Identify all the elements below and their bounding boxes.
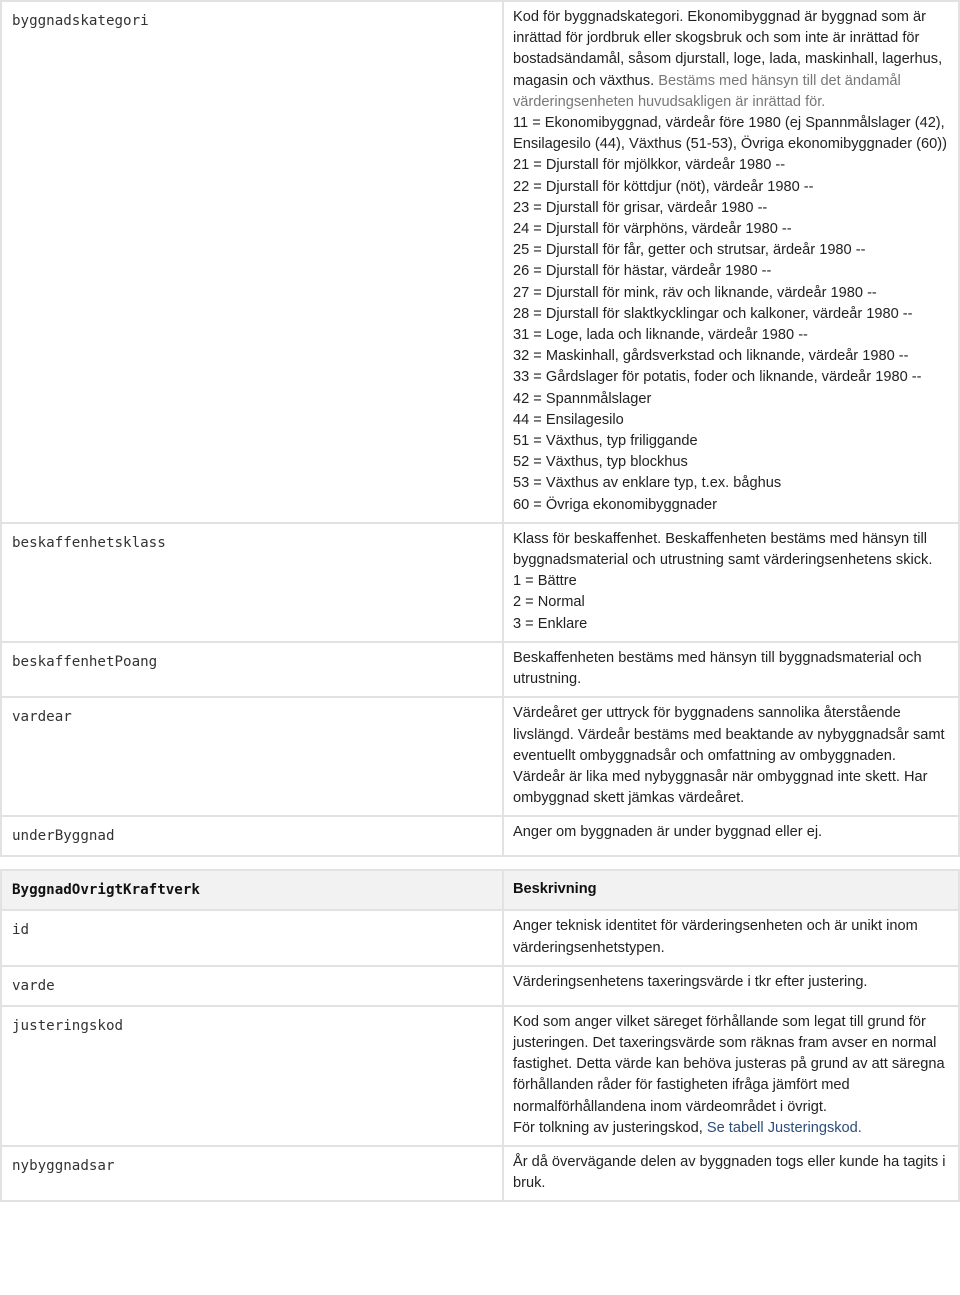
table-row	[1, 816, 959, 856]
code-item: 42 = Spannmålslager	[513, 390, 652, 407]
code-item: 2 = Normal	[513, 594, 585, 611]
table-row	[1, 642, 959, 697]
code-item: 21 = Djurstall för mjölkkor, värdeår 1980 --	[513, 157, 786, 174]
field-name: underByggnad	[1, 816, 503, 856]
code-item: 24 = Djurstall för värphöns, värdeår 1980 --	[513, 221, 792, 238]
description-text: Värderingsenhetens taxeringsvärde i tkr efter justering.	[513, 973, 868, 990]
code-item: 32 = Maskinhall, gårdsverkstad och liknande, värdeår 1980 --	[513, 348, 909, 365]
code-item: 22 = Djurstall för köttdjur (nöt), värdeår 1980 --	[513, 178, 814, 195]
code-item: 27 = Djurstall för mink, räv och liknande, värdeår 1980 --	[513, 284, 877, 301]
code-item: 23 = Djurstall för grisar, värdeår 1980 --	[513, 199, 768, 216]
field-name: beskaffenhetsklass	[1, 523, 503, 642]
table-header-row	[1, 870, 959, 910]
code-item: 33 = Gårdslager för potatis, foder och liknande, värdeår 1980 --	[513, 369, 922, 386]
code-item: 25 = Djurstall för får, getter och strutsar, ärdeår 1980 --	[513, 242, 866, 259]
field-description	[503, 697, 959, 816]
field-name: beskaffenhetPoang	[1, 642, 503, 697]
field-name: vardear	[1, 697, 503, 816]
description-text: Kod för byggnadskategori. Ekonomibyggnad är byggnad som är inrättad för jordbruk eller skogsbruk och som inte är inrättad för bostadsändamål, såsom djurstall, loge, lada, maskinhall, lagerhus, magasin och växthus.	[513, 9, 943, 89]
description-text: Anger teknisk identitet för värderingsenheten och är unikt inom värderingsenhetstypen.	[513, 918, 918, 956]
table-row	[1, 1006, 959, 1146]
field-name: byggnadskategori	[1, 1, 503, 523]
field-description	[503, 910, 959, 965]
field-name: varde	[1, 966, 503, 1006]
table-row	[1, 910, 959, 965]
field-table	[0, 869, 960, 1202]
field-name: justeringskod	[1, 1006, 503, 1146]
description-text: Beskaffenheten bestäms med hänsyn till byggnadsmaterial och utrustning.	[513, 649, 922, 688]
field-description	[503, 1006, 959, 1146]
code-item: 28 = Djurstall för slaktkycklingar och kalkoner, värdeår 1980 --	[513, 305, 913, 322]
code-item: 52 = Växthus, typ blockhus	[513, 454, 688, 471]
field-description	[503, 642, 959, 697]
code-item: 60 = Övriga ekonomibyggnader	[513, 496, 718, 513]
field-name: nybyggnadsar	[1, 1146, 503, 1201]
table-row	[1, 1146, 959, 1201]
justeringskod-table-link[interactable]: Se tabell Justeringskod.	[706, 1119, 862, 1136]
description-text: Anger om byggnaden är under byggnad eller ej.	[513, 824, 823, 841]
code-item: 51 = Växthus, typ friliggande	[513, 433, 698, 450]
field-description	[503, 816, 959, 856]
field-name: id	[1, 910, 503, 965]
description-text: År då övervägande delen av byggnaden togs eller kunde ha tagits i bruk.	[513, 1153, 946, 1192]
table-header-description: Beskrivning	[503, 870, 959, 910]
table-header-name: ByggnadOvrigtKraftverk	[1, 870, 503, 910]
code-item: 3 = Enklare	[513, 615, 588, 632]
code-item: 31 = Loge, lada och liknande, värdeår 1980 --	[513, 327, 808, 344]
table-row	[1, 697, 959, 816]
code-item: 1 = Bättre	[513, 573, 577, 590]
table-row	[1, 523, 959, 642]
table-row	[1, 1, 959, 523]
code-item: 44 = Ensilagesilo	[513, 411, 624, 428]
description-note: Bestäms med hänsyn till det ändamål värderingsenheten huvudsakligen är inrättad för.	[513, 72, 901, 110]
description-text: Värdeåret ger uttryck för byggnadens sannolika återstående livslängd. Värdeår bestäms med beaktande av nybyggnadsår samt eventuellt ombyggnadsår och omfattning av ombyggnaden. Värdeår är lika med nybyggnasår när ombyggnad inte skett. Har ombyggnad skett jämkas värdeåret.	[513, 705, 945, 807]
description-text: Klass för beskaffenhet. Beskaffenheten bestäms med hänsyn till byggnadsmaterial och utrustning samt värderingsenhetens skick.	[513, 530, 933, 569]
code-item: 11 = Ekonomibyggnad, värdeår före 1980 (ej Spannmålslager (42), Ensilagesilo (44), Växthus (51-53), Övriga ekonomibyggnader (60))	[513, 115, 947, 153]
table-row	[1, 966, 959, 1006]
field-description	[503, 523, 959, 642]
field-description	[503, 966, 959, 1006]
field-description	[503, 1146, 959, 1201]
code-item: 53 = Växthus av enklare typ, t.ex. båghus	[513, 475, 782, 492]
code-item: 26 = Djurstall för hästar, värdeår 1980 --	[513, 263, 772, 280]
description-text: Kod som anger vilket säreget förhållande som legat till grund för justeringen. Det taxeringsvärde som räknas fram avser en normal fastighet. Detta värde kan behöva justeras på grund av att säregna förhållanden råder för fastigheten ifråga jämfört med normalförhållandena inom värdeområdet i övrigt.	[513, 1013, 945, 1115]
table-gap	[0, 857, 960, 869]
field-description	[503, 1, 959, 523]
description-note: För tolkning av justeringskod,	[513, 1119, 703, 1136]
